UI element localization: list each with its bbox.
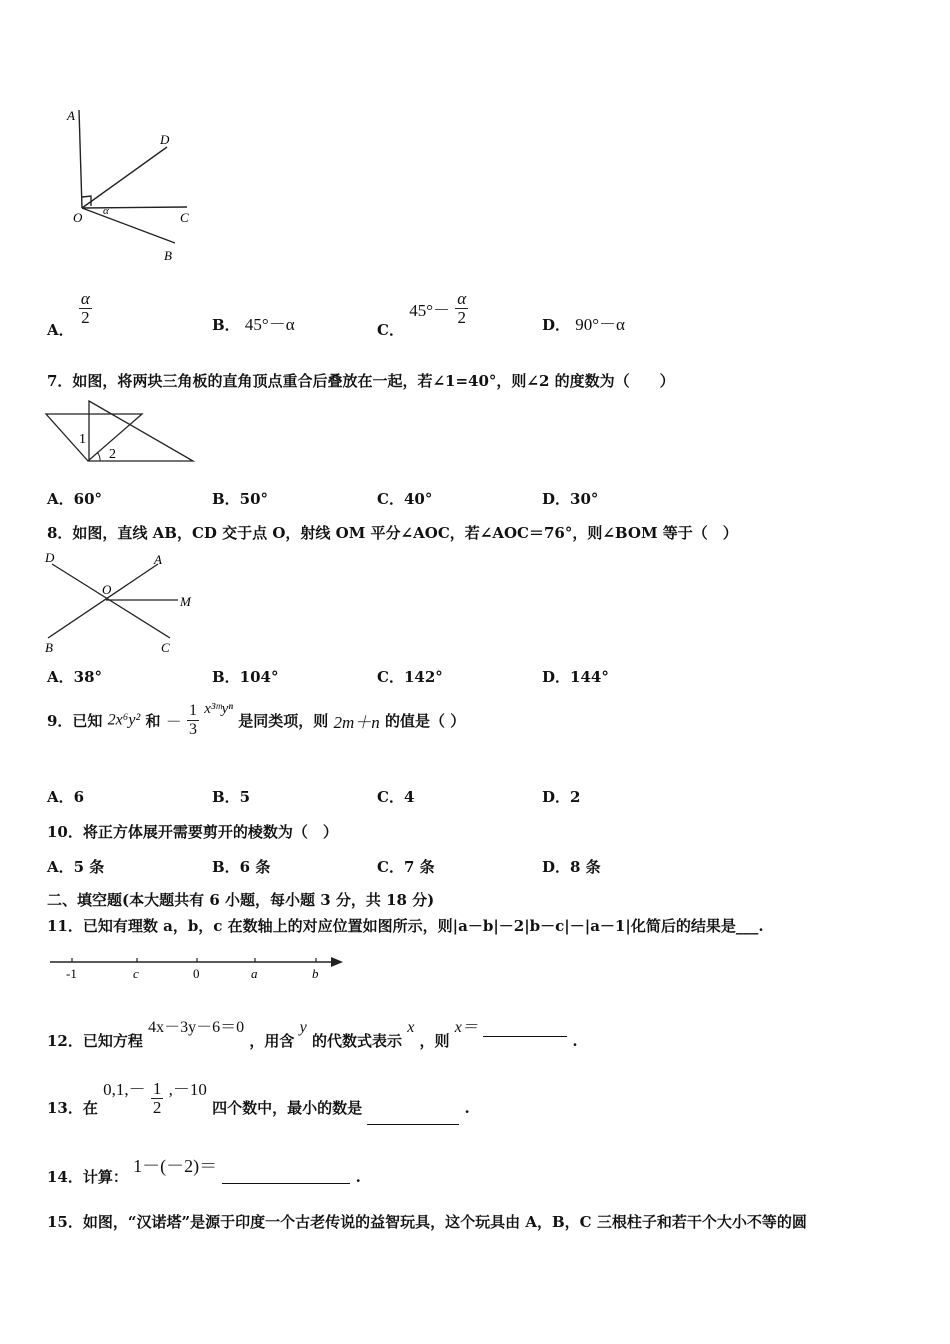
q7-option-a[interactable]: A．60° <box>47 490 103 508</box>
q12-mid1: ，用含 <box>249 1032 295 1050</box>
section-heading: 二、填空题(本大题共有 6 小题，每小题 3 分，共 18 分) <box>47 891 435 909</box>
q11-stem: 11．已知有理数 a，b，c 在数轴上的对应位置如图所示，则|a－b|－2|b－c|－|a－1|化简后的结果是___. <box>47 917 764 935</box>
q7-figure <box>40 398 200 468</box>
option-expr: 90°－α <box>575 315 625 334</box>
q9-option-a[interactable]: A．6 <box>47 788 85 806</box>
q14-expr: 1－(－2)＝ <box>133 1156 218 1176</box>
q9-stem <box>47 702 465 739</box>
q8-option-d[interactable]: D．144° <box>542 668 609 686</box>
q12-var-y: y <box>299 1019 307 1036</box>
option-letter: B． <box>212 316 240 334</box>
fraction: $\frac{\alpha}{2}$ <box>80 289 90 327</box>
q6-option-a[interactable] <box>47 289 92 339</box>
q9-fraction: $\frac{1}{3}$ <box>188 702 197 738</box>
q9-prefix: 9．已知 <box>47 712 103 730</box>
q14-end: . <box>355 1168 361 1186</box>
option-letter: D． <box>542 316 571 334</box>
q11-number-line <box>45 948 355 984</box>
q8-option-c[interactable]: C．142° <box>377 668 443 686</box>
q14-stem <box>47 1152 361 1186</box>
q6-option-d[interactable] <box>542 310 625 335</box>
q8-option-a[interactable]: A．38° <box>47 668 103 686</box>
q8-label-c: C <box>161 640 170 655</box>
q6-label-c: C <box>180 210 189 225</box>
q13-stem <box>47 1068 470 1117</box>
q8-figure <box>40 548 210 658</box>
q12-end: . <box>572 1032 578 1050</box>
option-letter: A． <box>47 320 74 339</box>
q6-label-a: A <box>67 108 75 123</box>
q14-prefix: 14．计算： <box>47 1168 128 1186</box>
q9-suffix1: 是同类项，则 <box>238 712 329 730</box>
q8-label-o: O <box>102 582 112 597</box>
q12-lhs: x＝ <box>454 1019 478 1036</box>
q7-option-c[interactable]: C．40° <box>377 490 433 508</box>
axis-label-0: 0 <box>193 966 200 981</box>
q13-answer-blank[interactable] <box>367 1104 459 1125</box>
q9-option-b[interactable]: B．5 <box>212 788 251 806</box>
q7-label-1: 1 <box>79 432 86 447</box>
option-expr: 45°－α <box>244 315 295 334</box>
q7-option-d[interactable]: D．30° <box>542 490 599 508</box>
q6-figure <box>55 100 205 270</box>
option-expr-prefix: 45°－ <box>409 301 450 320</box>
q13-prefix: 13．在 <box>47 1098 98 1117</box>
q6-option-c[interactable] <box>377 289 468 339</box>
q9-mid: 和 <box>145 712 161 730</box>
q6-label-o: O <box>73 210 83 225</box>
q9-option-d[interactable]: D．2 <box>542 788 581 806</box>
q10-option-c[interactable]: C．7 条 <box>377 858 435 876</box>
q9-suffix2: 的值是（ ） <box>385 712 466 730</box>
axis-label-c: c <box>133 966 139 981</box>
q7-stem: 7．如图，将两块三角板的直角顶点重合后叠放在一起，若∠1=40°，则∠2 的度数为（ ） <box>47 372 675 390</box>
q9-option-c[interactable]: C．4 <box>377 788 415 806</box>
fraction: $\frac{\alpha}{2}$ <box>457 289 467 327</box>
q13-list-pre: 0,1,－ <box>103 1079 146 1099</box>
q10-stem: 10．将正方体展开需要剪开的棱数为（ ） <box>47 823 338 841</box>
q12-prefix: 12．已知方程 <box>47 1032 143 1050</box>
q8-label-b: B <box>45 640 53 655</box>
q8-option-b[interactable]: B．104° <box>212 668 279 686</box>
q6-option-b[interactable] <box>212 310 295 335</box>
q8-label-m: M <box>180 594 191 609</box>
q9-term2-sign: － <box>165 714 182 731</box>
axis-label-a: a <box>251 966 258 981</box>
q6-label-b: B <box>164 248 172 263</box>
q7-option-b[interactable]: B．50° <box>212 490 269 508</box>
q13-end: . <box>464 1098 470 1117</box>
q10-option-d[interactable]: D．8 条 <box>542 858 601 876</box>
q9-term1: 2x⁶y² <box>107 711 141 729</box>
q10-option-a[interactable]: A．5 条 <box>47 858 105 876</box>
q6-label-alpha: α <box>103 205 109 217</box>
q10-option-b[interactable]: B．6 条 <box>212 858 271 876</box>
q9-expr: 2m＋n <box>333 713 380 732</box>
q12-stem <box>47 1006 578 1050</box>
q8-label-a: A <box>154 552 162 567</box>
q15-stem: 15．如图，“汉诺塔”是源于印度一个古老传说的益智玩具，这个玩具由 A，B，C 三根柱子和若干个大小不等的圆 <box>47 1213 807 1231</box>
q12-mid3: ，则 <box>419 1032 450 1050</box>
q12-mid2: 的代数式表示 <box>311 1032 402 1050</box>
q12-equation: 4x－3y－6＝0 <box>148 1019 245 1036</box>
q8-stem: 8．如图，直线 AB，CD 交于点 O，射线 OM 平分∠AOC，若∠AOC＝76°，则∠BOM 等于（ ） <box>47 524 738 542</box>
q12-var-x: x <box>407 1019 415 1036</box>
q13-fraction: $\frac{1}{2}$ <box>152 1079 162 1117</box>
q9-term2-rest: x³ᵐyⁿ <box>204 700 233 717</box>
option-letter: C． <box>377 320 404 339</box>
q6-label-d: D <box>160 132 170 147</box>
q8-label-d: D <box>45 550 55 565</box>
q13-suffix: 四个数中，最小的数是 <box>212 1098 363 1117</box>
q7-label-2: 2 <box>109 447 116 462</box>
q13-list-post: ,－10 <box>168 1079 207 1099</box>
q14-answer-blank[interactable] <box>222 1159 350 1184</box>
axis-label-b: b <box>312 966 319 981</box>
q12-answer-blank[interactable] <box>483 1006 567 1037</box>
axis-label-neg1: -1 <box>66 966 77 981</box>
